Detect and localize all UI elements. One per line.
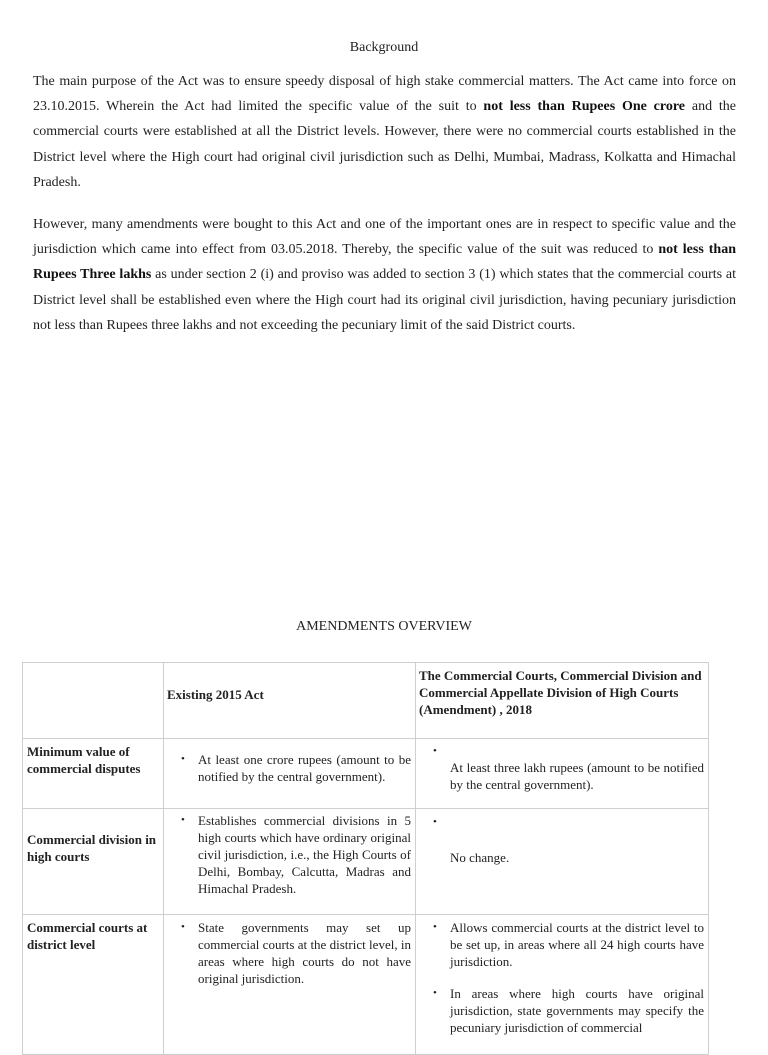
text-run: The main purpose of the Act was to ensure speedy disposal of high stake commercial matters. The Act came into force on 23.10.2015. Wherein the Act had limited the specific value of the suit to xyxy=(33,74,736,115)
header-amendment-cell xyxy=(416,663,709,739)
header-empty-cell xyxy=(23,663,164,739)
bullet-item: • Allows commercial courts at the district level to be set up, in areas where all 24 high courts have jurisdiction. xyxy=(416,919,708,970)
text-run: and the commercial courts were established at all the District levels. However, there were no commercial courts established in the District level where the High court had original civil jurisdiction such as Delhi, Mumbai, Madrass, Kolkatta and Himachal Pradesh. xyxy=(33,99,736,190)
background-paragraph-1 xyxy=(33,69,736,195)
table-header-row xyxy=(23,663,709,739)
row-existing-cell xyxy=(164,915,416,1055)
bullet-item: • At least one crore rupees (amount to be notified by the central government). xyxy=(164,751,415,785)
row-label-text: Commercial division in high courts xyxy=(27,832,157,864)
bullet-item: • In areas where high courts have original jurisdiction, state governments may specify the pecuniary jurisdiction of commercial xyxy=(416,985,708,1036)
row-label-min-value: Minimum value of commercial disputes xyxy=(23,739,164,809)
amendments-table xyxy=(22,662,709,1055)
header-existing-cell xyxy=(164,663,416,739)
table-row xyxy=(23,739,709,809)
row-amendment-cell xyxy=(416,739,709,809)
amendment-text: No change. xyxy=(450,850,510,865)
row-amendment-cell xyxy=(416,915,709,1055)
bullet-item xyxy=(416,814,708,828)
row-existing-cell xyxy=(164,739,416,809)
row-existing-cell xyxy=(164,809,416,915)
bullet-item: • Establishes commercial divisions in 5 high courts which have ordinary original civil jurisdiction, i.e., the High Courts of Delhi, Bombay, Calcutta, Madras and Himachal Pradesh. xyxy=(164,812,415,897)
background-heading: Background xyxy=(349,40,419,55)
bold-phrase: not less than Rupees Three lakhs xyxy=(33,242,736,283)
text-run: However, many amendments were bought to this Act and one of the important ones are in respect to specific value and the jurisdiction which came into effect from 03.05.2018. Thereby, the specific value of the suit was reduced to xyxy=(33,217,736,258)
bullet-item xyxy=(416,743,708,757)
header-existing-label: Existing 2015 Act xyxy=(167,687,264,702)
bullet-item: • State governments may set up commercial courts at the district level, in areas where high courts do not have original jurisdiction. xyxy=(164,919,415,987)
table-row xyxy=(23,809,709,915)
table-row xyxy=(23,915,709,1055)
row-label-commercial-division xyxy=(23,809,164,915)
overview-heading: AMENDMENTS OVERVIEW xyxy=(296,619,472,634)
row-label-district-courts: Commercial courts at district level xyxy=(23,915,164,1055)
text-run: as under section 2 (i) and proviso was added to section 3 (1) which states that the commercial courts at District level shall be established even where the High court had its original civil jurisdiction, having pecuniary jurisdiction not less than Rupees three lakhs and not exceeding the pecuniary limit of the said District courts. xyxy=(33,267,736,333)
background-paragraph-2 xyxy=(33,212,736,338)
header-amendment-label: The Commercial Courts, Commercial Division and Commercial Appellate Division of High Courts (Amendment) , 2018 xyxy=(419,668,702,717)
bold-phrase: not less than Rupees One crore xyxy=(483,99,686,115)
row-amendment-cell xyxy=(416,809,709,915)
amendment-text: At least three lakh rupees (amount to be notified by the central government). xyxy=(450,760,704,792)
